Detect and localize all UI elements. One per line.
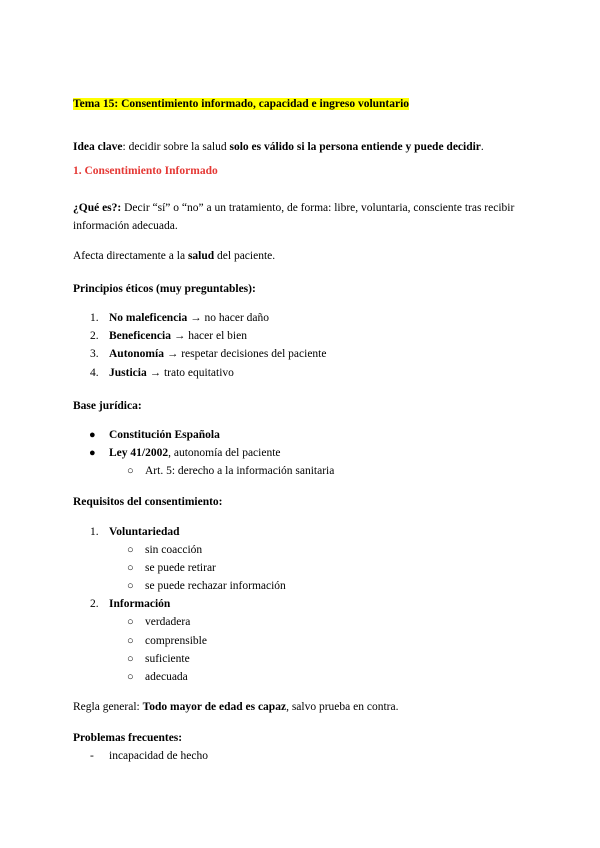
key-idea-bold: solo es válido si la persona entiende y puede decidir <box>229 141 481 153</box>
key-idea-end: . <box>480 141 484 153</box>
principle-desc: → hacer el bien <box>170 330 247 342</box>
list-item <box>109 597 170 612</box>
sub-list-item: se puede rechazar información <box>145 580 286 592</box>
definition-line-2: información adecuada. <box>73 220 178 232</box>
bullet-circle-icon: ○ <box>127 562 134 574</box>
general-rule-post: , salvo prueba en contra. <box>286 701 399 713</box>
principle-desc: → no hacer daño <box>187 312 269 324</box>
bullet-circle-icon: ○ <box>127 635 134 647</box>
principles-heading <box>73 282 256 297</box>
principle-term: Justicia <box>109 367 147 379</box>
bullet-circle-icon: ○ <box>127 465 134 477</box>
section-heading-consent: 1. Consentimiento Informado <box>73 165 218 177</box>
list-item <box>109 329 247 344</box>
key-idea <box>73 140 484 155</box>
list-number: 2. <box>90 330 99 342</box>
list-item <box>109 347 326 362</box>
list-item <box>109 366 234 381</box>
principle-term: Autonomía <box>109 348 164 360</box>
bullet-circle-icon: ○ <box>127 671 134 683</box>
principle-term: Beneficencia <box>109 330 171 342</box>
requirement-title: Información <box>109 598 171 610</box>
list-item <box>109 525 180 540</box>
dash-bullet: - <box>90 750 94 762</box>
sub-list-item: se puede retirar <box>145 562 216 574</box>
bullet-circle-icon: ○ <box>127 653 134 665</box>
sub-list-item: comprensible <box>145 635 207 647</box>
requirements-heading <box>73 495 223 510</box>
affects-pre: Afecta directamente a la <box>73 250 188 262</box>
principle-desc: → trato equitativo <box>146 367 234 379</box>
legal-basis-bold: Ley 41/2002 <box>109 447 169 459</box>
legal-basis-rest: , autonomía del paciente <box>168 447 281 459</box>
list-item <box>109 446 281 461</box>
general-rule <box>73 700 398 715</box>
sub-list-item: verdadera <box>145 616 191 628</box>
bullet-disc-icon: ● <box>89 429 96 441</box>
general-rule-bold: Todo mayor de edad es capaz <box>142 701 287 713</box>
key-idea-label: Idea clave <box>73 141 123 153</box>
requirement-title: Voluntariedad <box>109 526 180 538</box>
list-item <box>109 428 220 443</box>
document-title <box>73 97 409 112</box>
problems-heading-text: Problemas frecuentes: <box>73 732 183 744</box>
legal-basis-heading-text: Base jurídica: <box>73 400 142 412</box>
affects-bold: salud <box>187 250 215 262</box>
problem-item: incapacidad de hecho <box>109 750 208 762</box>
definition-text: Decir “sí” o “no” a un tratamiento, de forma: libre, voluntaria, consciente tras recibir <box>121 202 515 214</box>
principles-heading-text: Principios éticos (muy preguntables): <box>73 283 256 295</box>
key-idea-text: : decidir sobre la salud <box>122 141 230 153</box>
principle-desc: → respetar decisiones del paciente <box>163 348 327 360</box>
bullet-circle-icon: ○ <box>127 616 134 628</box>
sub-list-item: sin coacción <box>145 544 203 556</box>
general-rule-pre: Regla general: <box>73 701 143 713</box>
bullet-circle-icon: ○ <box>127 544 134 556</box>
list-number: 1. <box>90 312 99 324</box>
requirements-heading-text: Requisitos del consentimiento: <box>73 496 223 508</box>
bullet-disc-icon: ● <box>89 447 96 459</box>
affects-post: del paciente. <box>214 250 276 262</box>
list-number: 4. <box>90 367 99 379</box>
list-number: 2. <box>90 598 99 610</box>
legal-basis-heading <box>73 399 142 414</box>
definition-line-1 <box>73 201 514 216</box>
affects-paragraph <box>73 249 275 264</box>
title-highlight: Tema 15: Consentimiento informado, capacidad e ingreso voluntario <box>73 98 410 110</box>
problems-heading <box>73 731 182 746</box>
list-number: 3. <box>90 348 99 360</box>
principle-term: No maleficencia <box>109 312 188 324</box>
legal-basis-bold: Constitución Española <box>109 429 220 441</box>
bullet-circle-icon: ○ <box>127 580 134 592</box>
sub-list-item: Art. 5: derecho a la información sanitaria <box>145 465 335 477</box>
sub-list-item: adecuada <box>145 671 188 683</box>
list-number: 1. <box>90 526 99 538</box>
sub-list-item: suficiente <box>145 653 190 665</box>
list-item <box>109 311 269 326</box>
definition-label: ¿Qué es?: <box>73 202 122 214</box>
